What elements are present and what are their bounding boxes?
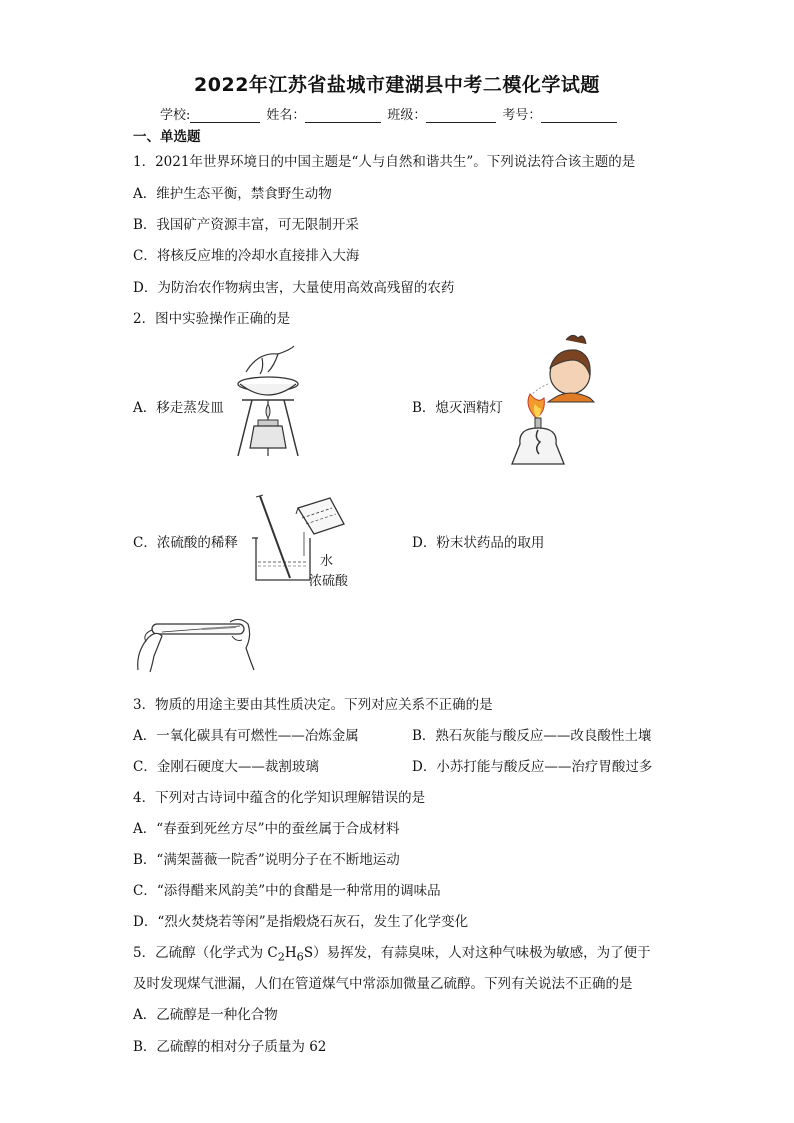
q1-option-d: D．为防治农作物病虫害，大量使用高效高残留的农药: [133, 280, 455, 296]
q5-option-b: B．乙硫醇的相对分子质量为 62: [133, 1039, 327, 1055]
label-concentrated-acid: 浓硫酸: [309, 574, 349, 589]
figure-powder-transfer: [132, 612, 258, 674]
q1-option-b: B．我国矿产资源丰富，可无限制开采: [133, 217, 359, 233]
q4-option-a: A．“春蚕到死丝方尽”中的蚕丝属于合成材料: [133, 821, 400, 837]
figure-alcohol-lamp: [508, 332, 600, 472]
q2-option-d: D．粉末状药品的取用: [412, 535, 545, 551]
q3-option-b: B．熟石灰能与酸反应——改良酸性土壤: [412, 728, 652, 744]
class-blank[interactable]: [426, 108, 496, 123]
q5-sub-c: 2: [277, 950, 285, 964]
q2-stem: 2．图中实验操作正确的是: [133, 311, 291, 327]
exam-no-label: 考号：: [502, 108, 542, 123]
q1-option-a: A．维护生态平衡，禁食野生动物: [133, 186, 332, 202]
q1-option-c: C．将核反应堆的冷却水直接排入大海: [133, 248, 360, 264]
q2-option-c: C．浓硫酸的稀释: [133, 535, 238, 551]
q2-option-a: A．移走蒸发皿: [133, 400, 224, 416]
q3-stem: 3．物质的用途主要由其性质决定。下列对应关系不正确的是: [133, 697, 493, 713]
section-heading: 一、单选题: [133, 129, 201, 145]
q5-stem-h: H: [284, 945, 297, 961]
name-label: 姓名：: [266, 108, 306, 123]
name-blank[interactable]: [305, 108, 381, 123]
label-water: 水: [320, 554, 334, 569]
exam-no-blank[interactable]: [541, 108, 617, 123]
q4-option-b: B．“满架蔷薇一院香”说明分子在不断地运动: [133, 852, 400, 868]
q5-sub-h: 6: [296, 950, 304, 964]
q5-stem-line1: [133, 941, 651, 964]
student-info-row: [160, 104, 617, 123]
q4-stem: 4．下列对古诗词中蕴含的化学知识理解错误的是: [133, 790, 426, 806]
q5-stem-line2: 及时发现煤气泄漏，人们在管道煤气中常添加微量乙硫醇。下列有关说法不正确的是: [133, 976, 633, 992]
q5-option-a: A．乙硫醇是一种化合物: [133, 1007, 278, 1023]
q5-stem-pre: 5．乙硫醇（化学式为 C: [133, 945, 278, 961]
q4-option-c: C．“添得醋来风韵美”中的食醋是一种常用的调味品: [133, 883, 441, 899]
q3-option-a: A．一氧化碳具有可燃性——冶炼金属: [133, 728, 359, 744]
q1-stem: 1．2021年世界环境日的中国主题是“人与自然和谐共生”。下列说法符合该主题的是: [133, 154, 636, 170]
q2-option-b: B．熄灭酒精灯: [412, 400, 503, 416]
q4-option-d: D．“烈火焚烧若等闲”是指煅烧石灰石，发生了化学变化: [133, 914, 469, 930]
q3-option-d: D．小苏打能与酸反应——治疗胃酸过多: [412, 759, 653, 775]
q3-option-c: C．金刚石硬度大——裁割玻璃: [133, 759, 319, 775]
page-title: 2022年江苏省盐城市建湖县中考二模化学试题: [194, 74, 600, 96]
school-label: 学校:: [160, 108, 191, 123]
class-label: 班级：: [387, 108, 427, 123]
school-blank[interactable]: [190, 108, 260, 123]
q5-stem-post: S）易挥发，有蒜臭味，人对这种气味极为敏感，为了便于: [303, 945, 651, 961]
figure-evaporating-dish: [228, 344, 306, 464]
